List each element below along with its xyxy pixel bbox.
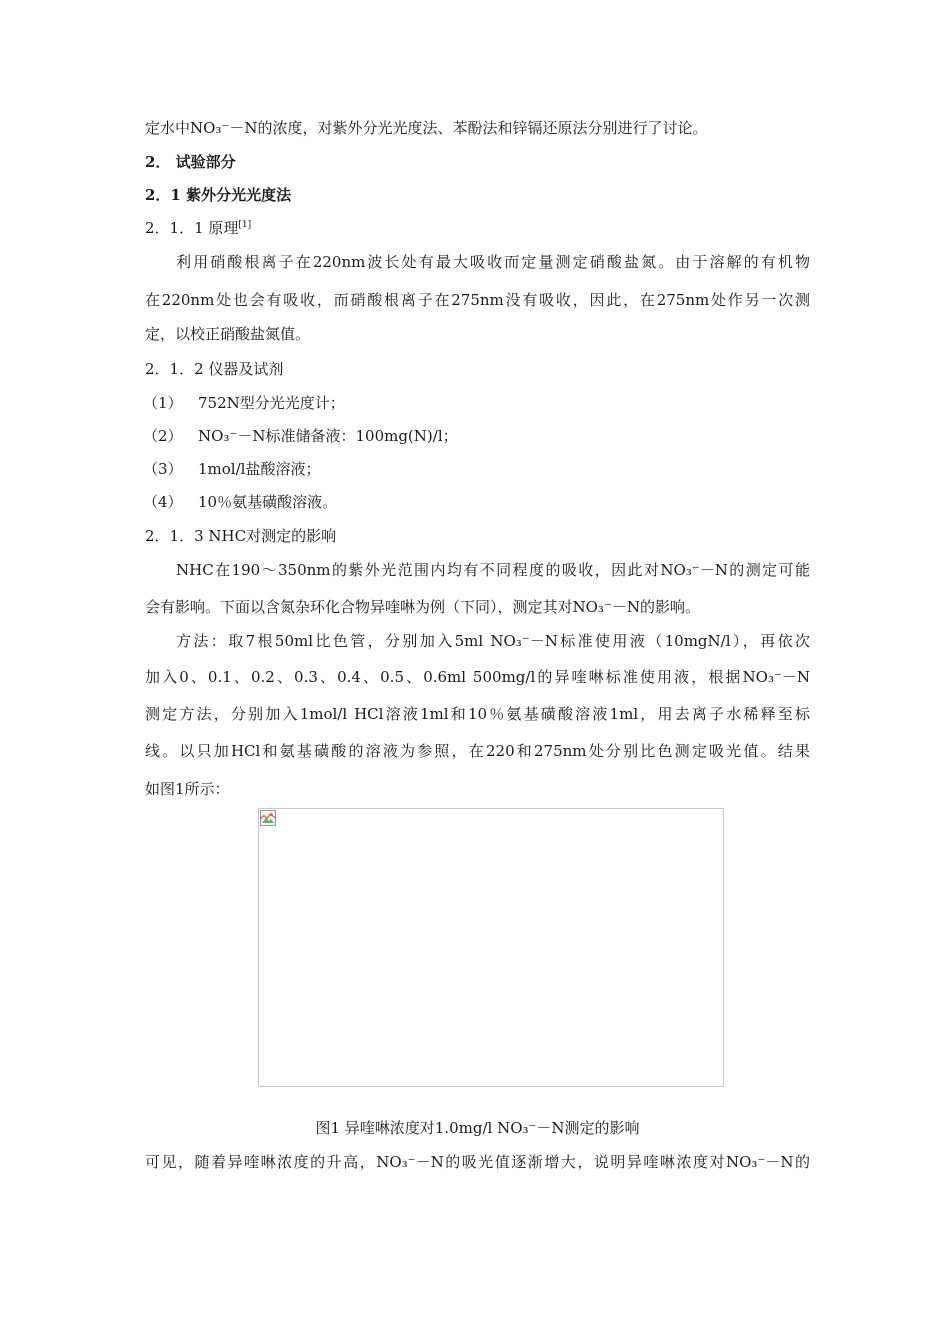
list-item-number: （4）	[143, 493, 183, 511]
list-item-number: （3）	[143, 460, 183, 478]
list-item	[143, 426, 808, 446]
paragraph-line: NHC在190～350nm的紫外光范围内均有不同程度的吸收，因此对NO₃⁻－N的测定可能	[176, 561, 810, 579]
list-item-text: 752N型分光光度计；	[198, 394, 345, 412]
figure-placeholder	[258, 808, 724, 1087]
list-item-text: NO₃⁻－N标准储备液：100mg(N)/l；	[198, 427, 458, 445]
paragraph-line: 如图1所示：	[145, 780, 230, 798]
citation-reference: [1]	[238, 220, 252, 230]
paragraph-line: 会有影响。下面以含氮杂环化合物异喹啉为例（下同），测定其对NO₃⁻－N的影响。	[145, 598, 700, 616]
list-item-text: 10％氨基磺酸溶液。	[198, 493, 338, 511]
list-item	[143, 492, 808, 512]
list-item-text: 1mol/l盐酸溶液；	[198, 460, 321, 478]
section-heading: 2． 试验部分	[145, 153, 236, 171]
paragraph-line: 方法：取7根50ml比色管，分别加入5ml NO₃⁻－N标准使用液（10mgN/l），再依次	[176, 632, 810, 650]
paragraph-line: 定水中NO₃⁻－N的浓度，对紫外分光光度法、苯酚法和锌镉还原法分别进行了讨论。	[145, 119, 708, 137]
list-item	[143, 393, 808, 413]
paragraph-line: 线。以只加HCl和氨基磺酸的溶液为参照，在220和275nm处分别比色测定吸光值。结果	[145, 742, 810, 760]
list-item-number: （1）	[143, 394, 183, 412]
paragraph-line: 定，以校正硝酸盐氮值。	[145, 325, 311, 343]
list-item	[143, 459, 808, 479]
subsubsection-heading: 2．1．2 仪器及试剂	[145, 360, 284, 378]
subsection-heading: 2．1 紫外分光光度法	[145, 186, 292, 204]
subsubsection-heading: 2．1．3 NHC对测定的影响	[145, 527, 337, 545]
list-item-number: （2）	[143, 427, 183, 445]
paragraph-line: 可见，随着异喹啉浓度的升高，NO₃⁻－N的吸光值逐渐增大，说明异喹啉浓度对NO₃⁻－N的	[145, 1153, 810, 1171]
paragraph-line: 利用硝酸根离子在220nm波长处有最大吸收而定量测定硝酸盐氮。由于溶解的有机物	[176, 253, 810, 271]
paragraph-line: 在220nm处也会有吸收，而硝酸根离子在275nm没有吸收，因此，在275nm处作另一次测	[145, 291, 810, 309]
subsubsection-heading	[145, 218, 810, 238]
paragraph-line: 加入0、0.1、0.2、0.3、0.4、0.5、0.6ml 500mg/l的异喹啉标准使用液，根据NO₃⁻－N	[145, 668, 810, 686]
broken-image-icon	[259, 809, 277, 827]
heading-text: 2．1．1 原理	[145, 219, 239, 237]
paragraph-line: 测定方法，分别加入1mol/l HCl溶液1ml和10％氨基磺酸溶液1ml，用去离子水稀释至标	[145, 705, 810, 723]
figure-caption: 图1 异喹啉浓度对1.0mg/l NO₃⁻－N测定的影响	[315, 1119, 640, 1137]
